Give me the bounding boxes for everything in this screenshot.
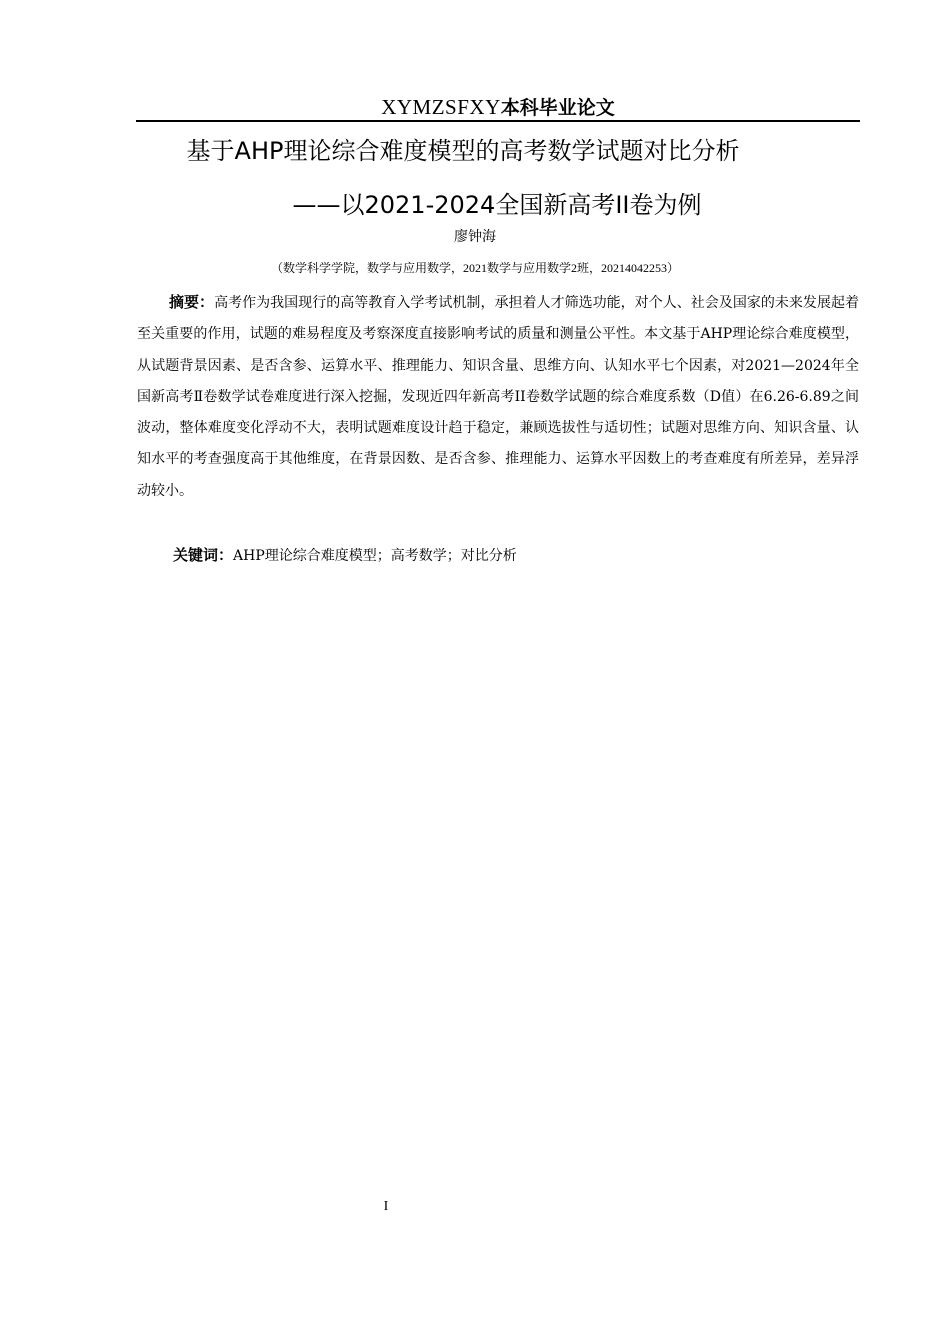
running-header xyxy=(136,94,860,122)
page-number: I xyxy=(383,1199,389,1214)
header-label: 本科毕业论文 xyxy=(500,97,615,119)
abstract-text: 高考作为我国现行的高等教育入学考试机制，承担着人才筛选功能，对个人、社会及国家的未来发展起着至关重要的作用，试题的难易程度及考察深度直接影响考试的质量和测量公平性。本文基于AHP理论综合难度模型，从试题背景因素、是否含参、运算水平、推理能力、知识含量、思维方向、认知水平七个因素，对2021—2024年全国新高考Ⅱ卷数学试卷难度进行深入挖掘，发现近四年新高考II卷数学试题的综合难度系数（D值）在6.26-6.89之间波动，整体难度变化浮动不大，表明试题难度设计趋于稳定，兼顾选拔性与适切性；试题对思维方向、知识含量、认知水平的考查强度高于其他维度，在背景因数、是否含参、推理能力、运算水平因数上的考查难度有所差异，差异浮动较小。 xyxy=(137,295,859,499)
abstract-paragraph xyxy=(137,287,859,507)
author-affiliation: （数学科学学院，数学与应用数学，2021数学与应用数学2班，20214042253） xyxy=(270,261,679,275)
paper-title: 基于AHP理论综合难度模型的高考数学试题对比分析 xyxy=(186,137,740,165)
abstract-label: 摘要： xyxy=(169,293,215,311)
keywords-text: AHP理论综合难度模型；高考数学；对比分析 xyxy=(233,548,517,564)
keywords-label: 关键词： xyxy=(173,546,234,564)
header-code: XYMZSFXY xyxy=(381,95,501,119)
keywords-paragraph xyxy=(173,540,859,571)
author-name: 廖钟海 xyxy=(454,229,496,245)
paper-subtitle: ——以2021-2024全国新高考II卷为例 xyxy=(292,191,702,219)
